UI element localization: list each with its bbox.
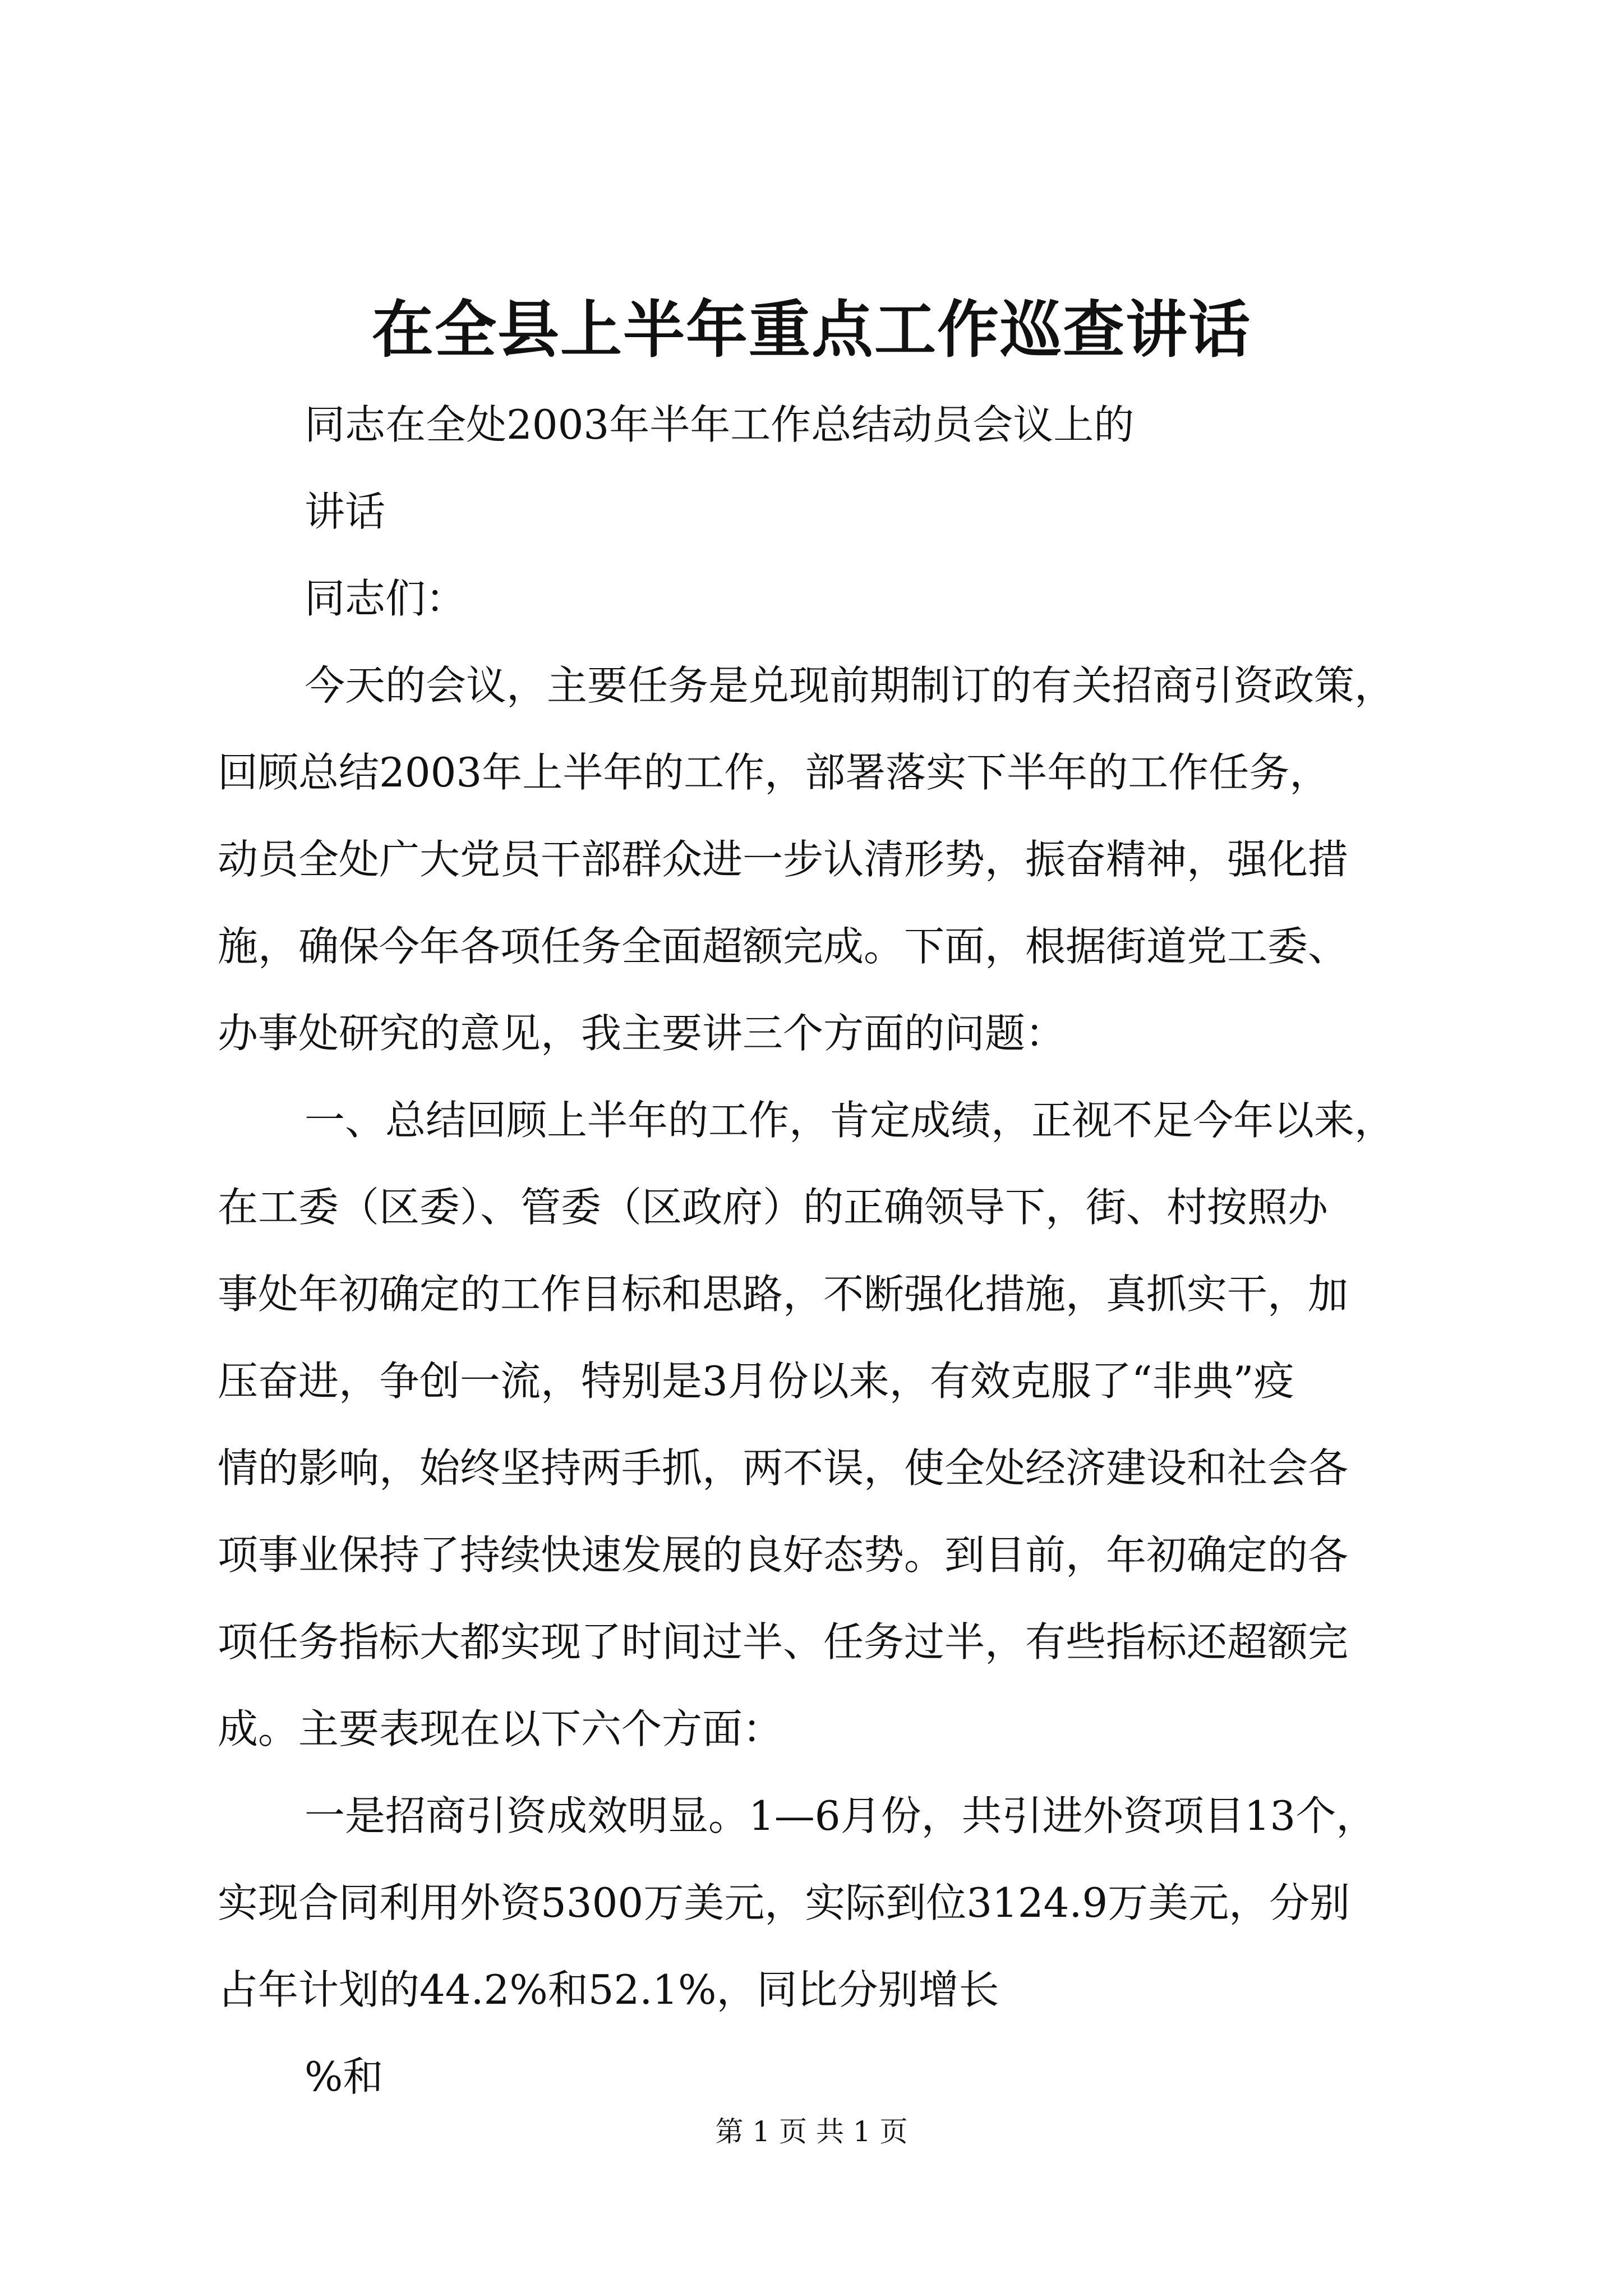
document-title: 在全县上半年重点工作巡查讲话 [372, 293, 1251, 366]
paragraph-line: 动员全处广大党员干部群众进一步认清形势，振奋精神，强化措 [218, 836, 1349, 883]
paragraph-line: 一、总结回顾上半年的工作，肯定成绩，正视不足今年以来， [305, 1097, 1395, 1144]
paragraph-line: 回顾总结2003年上半年的工作，部署落实下半年的工作任务， [218, 749, 1330, 796]
paragraph-line: 今天的会议，主要任务是兑现前期制订的有关招商引资政策， [305, 662, 1395, 709]
paragraph-line: %和 [305, 2053, 384, 2100]
paragraph-line: 压奋进，争创一流，特别是3月份以来，有效克服了“非典”疫 [218, 1358, 1294, 1405]
paragraph-line: 情的影响，始终坚持两手抓，两不误，使全处经济建设和社会各 [218, 1444, 1349, 1492]
salutation: 同志们： [305, 575, 467, 622]
paragraph-line: 项任务指标大都实现了时间过半、任务过半，有些指标还超额完 [218, 1618, 1349, 1665]
document-body [218, 381, 1412, 2120]
paragraph-line: 一是招商引资成效明显。1—6月份，共引进外资项目13个， [305, 1792, 1377, 1839]
page-footer: 第 1 页 共 1 页 [715, 2115, 908, 2148]
paragraph-line: 项事业保持了持续快速发展的良好态势。到目前，年初确定的各 [218, 1531, 1349, 1579]
paragraph-line: 办事处研究的意见，我主要讲三个方面的问题： [218, 1010, 1066, 1057]
subtitle-line-1: 同志在全处2003年半年工作总结动员会议上的 [305, 401, 1135, 448]
paragraph-line: 事处年初确定的工作目标和思路，不断强化措施，真抓实干，加 [218, 1271, 1349, 1318]
paragraph-line: 实现合同利用外资5300万美元，实际到位3124.9万美元，分别 [218, 1879, 1350, 1926]
paragraph-line: 施，确保今年各项任务全面超额完成。下面，根据街道党工委、 [218, 923, 1349, 970]
paragraph-line: 成。主要表现在以下六个方面： [218, 1705, 783, 1752]
subtitle-line-2: 讲话 [305, 488, 386, 535]
paragraph-line: 占年计划的44.2%和52.1%，同比分别增长 [218, 1966, 999, 2013]
paragraph-line: 在工委（区委）、管委（区政府）的正确领导下，街、村按照办 [218, 1184, 1329, 1231]
